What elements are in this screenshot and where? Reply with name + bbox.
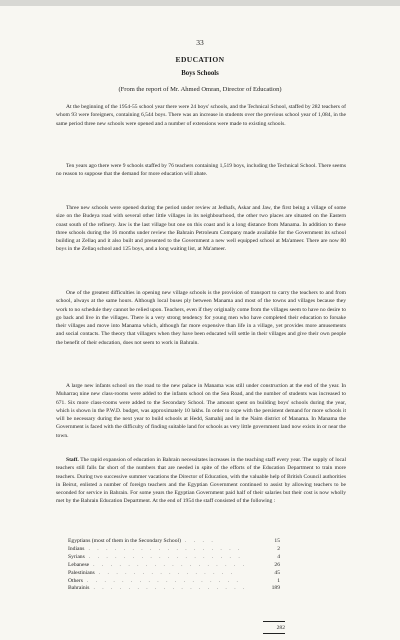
section-subtitle: Boys Schools — [181, 70, 219, 77]
paragraph-5: A large new infants school on the road to the new palace in Manama was still under construction at the end of the year. In Muharraq nine new class-rooms were added to the infants school on the Sea Road, and the number of students was increased to 671. Six more class-rooms were added to the Secondary School. The amount spent on building boys' schools during the year, which is shown in the P.W.D. budget, was approximately 10 lakhs. In order to cope with the persistent demand for more schools it will be necessary during the next year to build schools at Hedd, Samahij and in the Naim district of Manama. In Manama the Government is faced with the difficulty of finding suitable land for schools as very little government land now exists in or near the town. — [56, 383, 346, 439]
row-value: 4 — [277, 553, 280, 560]
table-row — [68, 585, 280, 593]
source-line: (From the report of Mr. Ahmed Omran, Director of Education) — [118, 86, 282, 93]
row-label: Lebanese — [68, 561, 90, 568]
leader-dots: . . . . . . . . . . . . . . . . . . — [93, 561, 248, 568]
table-row — [68, 546, 280, 554]
leader-dots: . . . . — [184, 538, 216, 544]
paragraph-2: Ten years ago there were 9 schools staffed by 76 teachers containing 1,519 boys, including the Technical School. There seems no reason to suppose that the demand for more education will abate. — [56, 163, 346, 178]
row-value: 26 — [274, 561, 280, 568]
paragraph-1: At the beginning of the 1954-55 school year there were 24 boys' schools, and the Technical School, staffed by 282 teachers of whom 93 were foreigners, containing 6,544 boys. There was an increase in students over the previous school year of 1,084, in the same period three new schools were opened and a number of extensions were made to existing schools. — [56, 104, 346, 127]
table-row — [68, 554, 280, 562]
row-label: Syrians — [68, 553, 85, 560]
row-label: Others — [68, 577, 83, 584]
leader-dots: . . . . . . . . . . . . . . . . — [98, 569, 236, 576]
table-row — [68, 538, 280, 546]
row-value: 189 — [271, 585, 280, 592]
total-rule-top — [263, 621, 285, 622]
leader-dots: . . . . . . . . . . . . . . . . . . — [93, 585, 248, 592]
row-value: 15 — [274, 538, 280, 544]
scan-top-edge — [0, 0, 400, 6]
total-rule-bottom — [263, 633, 285, 634]
leader-dots: . . . . . . . . . . . . . . . . . . — [88, 545, 243, 552]
paragraph-4: One of the greatest difficulties in opening new village schools is the provision of transport to carry the teachers to and from school, always at the same hours. Although local buses ply between Manama and most of the towns and villages because they work to no schedule they cannot be relied upon. Teachers, even if they originally come from the villages seem to have no desire to go back and live in the villages. There is a very strong tendency for young men who have completed their education to forsake their villages and move into Manama which, although far more expensive than life in a village, yet provides more amusements and social contacts. The theory that villagers when they have been educated will settle in their villages and give their own people the benefit of their education, does not seem to work in Bahrain. — [56, 290, 346, 346]
row-label: Bahrainis — [68, 585, 90, 592]
staff-text: The rapid expansion of education in Bahrain necessitates increases in the teaching staff every year. The supply of local teachers still falls far short of the numbers that are needed in spite of the efforts of the Education Department to train more teachers. During two successive summer vacations the Director of Education, with the valuable help of British Council authorities in Beirut, enlisted a number of foreign teachers and the Egyptian Government continued to assist by allowing teachers to be seconded for service in Bahrain. For some years the Egyptian Government paid half of their salaries but their cost is now wholly met by the Bahrain Education Department. At the end of 1954 the staff consisted of the following : — [56, 457, 346, 505]
row-label: Egyptians (most of them in the Secondary School) — [68, 538, 181, 544]
staff-table — [68, 538, 280, 593]
table-row — [68, 578, 280, 586]
staff-paragraph — [56, 456, 346, 506]
leader-dots: . . . . . . . . . . . . . . . . . . — [86, 577, 241, 584]
section-title: EDUCATION — [175, 55, 225, 64]
leader-dots: . . . . . . . . . . . . . . . . . . — [88, 553, 243, 560]
staff-heading: Staff. — [66, 457, 79, 463]
table-row — [68, 562, 280, 570]
paragraph-3: Three new schools were opened during the period under review at Jedhafs, Askar and Jaw, the first being a village of some size on the Budeya road with several other little villages in its neighbourhood, the other two places are situated on the Eastern coast south of the refinery. Jaw is the last village but one on this coast and is a long distance from Manama. In addition to these three schools during the 16 months under review the Bahrain Petroleum Company made available for the Government its school building at Zellaq and it also built and presented to the Government a new well equipped school at Ma'ameer. There are now 80 boys in the Zellaq school and 125 boys, and a long waiting list, at Ma'ameer. — [56, 205, 346, 253]
staff-total: 282 — [276, 625, 285, 631]
row-value: 45 — [274, 569, 280, 576]
row-label: Palestinians — [68, 569, 95, 576]
row-value: 1 — [277, 577, 280, 584]
page-number: 33 — [196, 38, 204, 47]
table-row — [68, 570, 280, 578]
row-value: 2 — [277, 545, 280, 552]
row-label: Indians — [68, 545, 85, 552]
